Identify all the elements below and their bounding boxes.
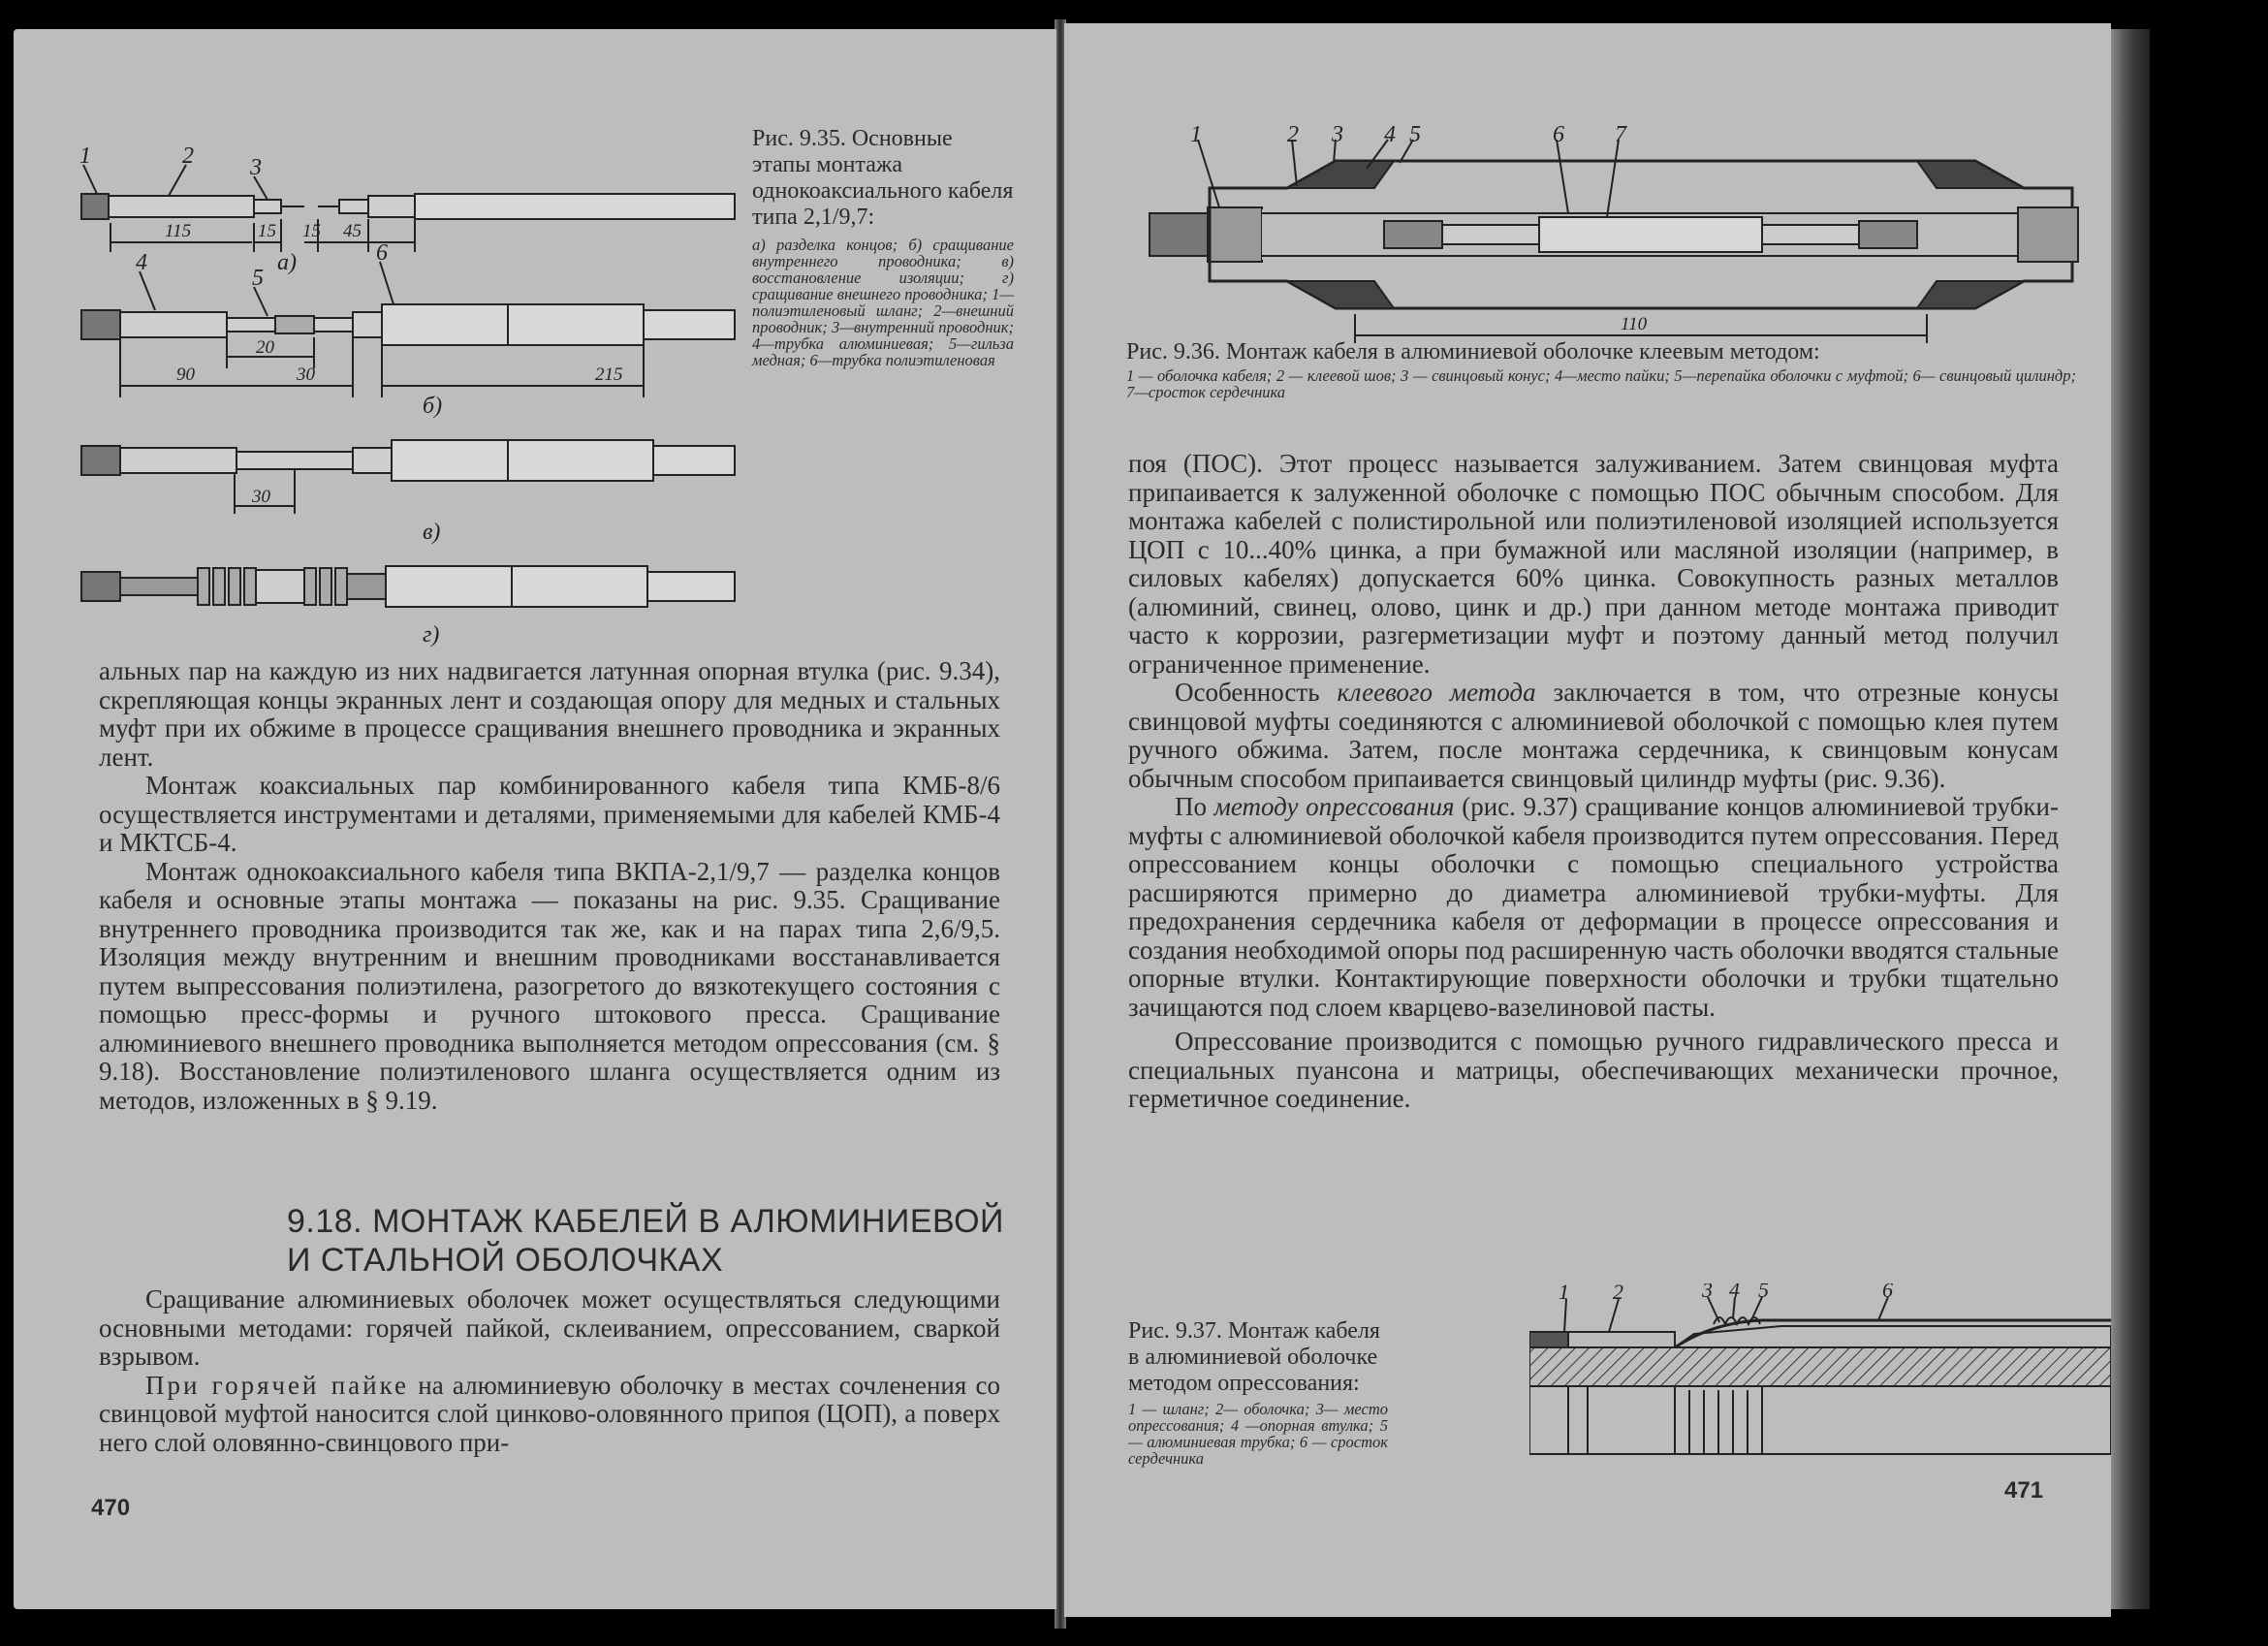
fig935-stage-v: в)	[423, 520, 441, 545]
paragraph-pressing: Опрессование производится с помощью ручного гидравлического пресса и специальных пуансона и матрицы, обеспечивающих механически прочное, герметичное соединение.	[1128, 1027, 2059, 1113]
fig935-dim-215: 215	[595, 364, 623, 385]
right-body-text	[1128, 450, 2059, 1114]
fig935-label-1: 1	[79, 143, 91, 169]
figure-935-legend: а) разделка концов; б) сращивание внутреннего проводника; в) восстановление изоляции; г) сращивание внешнего проводника; 1—полиэтиленовый шланг; 2—внешний проводник; 3—внутренний проводник; 4—трубка алюминиевая; 5—гильза медная; 6—трубка полиэтиленовая	[752, 236, 1014, 369]
fig935-stage-a: а)	[277, 250, 297, 275]
fig935-dim-45: 45	[343, 221, 362, 241]
fig935-label-3: 3	[250, 155, 262, 180]
fig937-label-6: 6	[1882, 1283, 1893, 1302]
fig935-stage-b: б)	[423, 394, 443, 419]
figure-936-legend: 1 — оболочка кабеля; 2 — клеевой шов; 3 — свинцовый конус; 4—место пайки; 5—перепайка оболочки с муфтой; 6— свинцовый цилиндр; 7—сросток сердечника	[1126, 366, 2076, 401]
fig935-dim-15b: 15	[302, 221, 321, 241]
figure-935-drawing	[14, 29, 750, 659]
left-body-text	[99, 657, 1000, 1115]
paragraph-hot-solder	[99, 1372, 1000, 1458]
page-number-left: 470	[91, 1495, 131, 1521]
left-body-text-lower	[99, 1285, 1000, 1457]
figure-937-drawing	[1529, 1283, 2111, 1458]
section-heading-line2: И СТАЛЬНОЙ ОБОЛОЧКАХ	[287, 1242, 724, 1279]
fig935-dim-30a: 30	[297, 364, 315, 385]
fig935-dim-115: 115	[165, 221, 192, 241]
figure-937-legend: 1 — шланг; 2— оболочка; 3— место опрессования; 4 —опорная втулка; 5 — алюминиевая трубка; 6 — сросток сердечника	[1128, 1400, 1388, 1468]
left-page	[14, 29, 1056, 1609]
figure-936-caption	[1126, 339, 2076, 400]
fig937-label-2: 2	[1613, 1283, 1623, 1304]
term-glue-method: клеевого метода	[1337, 678, 1536, 707]
fig937-label-5: 5	[1758, 1283, 1769, 1302]
fig937-label-1: 1	[1559, 1283, 1569, 1304]
fig935-label-5: 5	[252, 266, 264, 291]
paragraph-methods: Сращивание алюминиевых оболочек может осуществляться следующими основными методами: горячей пайкой, склеиванием, опрессованием, сваркой взрывом.	[99, 1284, 1000, 1371]
section-heading	[287, 1202, 1004, 1280]
paragraph-press-method-start: По	[1175, 792, 1214, 821]
figure-937-title: Рис. 9.37. Монтаж кабеля в алюминиевой оболочке методом опрессования:	[1128, 1318, 1380, 1396]
paragraph-glue-method-rest: заключается в том, что отрезные конусы свинцовой муфты соединяются с алюминиевой оболочкой с помощью клея путем ручного обжима. Затем, после монтажа сердечника, к свинцовым конусам обычным способом припаивается свинцовый цилиндр муфты (рис. 9.36).	[1128, 678, 2059, 793]
fig935-dim-90: 90	[176, 364, 195, 385]
figure-936-title: Рис. 9.36. Монтаж кабеля в алюминиевой оболочке клеевым методом:	[1126, 339, 1820, 364]
fig935-dim-30b: 30	[252, 487, 270, 507]
fig935-label-2: 2	[182, 143, 194, 169]
figure-935-title: Рис. 9.35. Основные этапы монтажа однокоаксиального кабеля типа 2,1/9,7:	[752, 126, 1014, 230]
paragraph-hot-solder-rest: на алюминиевую оболочку в местах сочленения со свинцовой муфтой наносится слой цинково-оловянного припоя (ЦОП), а поверх него слой оловянно-свинцового при-	[99, 1370, 1000, 1457]
fig936-label-7: 7	[1615, 122, 1626, 147]
right-page	[1064, 23, 2111, 1617]
figure-936-drawing	[1142, 120, 2092, 343]
fig935-label-6: 6	[376, 240, 388, 266]
figure-937-caption	[1128, 1318, 1388, 1467]
term-press-method: методу опрессования	[1213, 792, 1455, 821]
book-page-edges	[2111, 29, 2150, 1609]
fig935-label-4: 4	[136, 250, 147, 275]
paragraph-glue-method-start: Особенность	[1175, 678, 1338, 707]
fig935-dim-15a: 15	[258, 221, 276, 241]
paragraph-press-method	[1128, 793, 2059, 1022]
fig936-label-4: 4	[1384, 122, 1396, 147]
paragraph-vkpa: Монтаж однокоаксиального кабеля типа ВКПА-2,1/9,7 — разделка концов кабеля и основные этапы монтажа — показаны на рис. 9.35. Сращивание внутреннего проводника производится так же, как и на парах типа 2,6/9,5. Изоляция между внутренним и внешним проводниками восстанавливается путем выпрессования полиэтилена, разогретого до вязкотекущего состояния с помощью пресс-формы и ручного штокового пресса. Сращивание алюминиевого внешнего проводника выполняется методом опрессования (см. § 9.18). Восстановление полиэтиленового шланга осуществляется одним из методов, изложенных в § 9.19.	[99, 856, 1000, 1115]
fig936-label-2: 2	[1287, 122, 1299, 147]
fig936-label-6: 6	[1553, 122, 1564, 147]
paragraph-glue-method	[1128, 679, 2059, 793]
spaced-term: При горячей пайке	[145, 1370, 410, 1400]
page-number-right: 471	[2004, 1477, 2044, 1504]
paragraph-pos: поя (ПОС). Этот процесс называется залуживанием. Затем свинцовая муфта припаивается к залуженной оболочке с помощью ПОС обычным способом. Для монтажа кабелей с полистирольной или полиэтиленовой изоляцией используется ЦОП с 10...40% цинка, а при бумажной или масляной изоляции (например, в силовых кабелях) допускается 60% цинка. Совокупность разных металлов (алюминий, свинец, олово, цинк и др.) при данном методе монтажа приводит часто к коррозии, разгерметизации муфт и поэтому данный метод получил ограниченное применение.	[1128, 449, 2059, 679]
paragraph-press-method-rest: (рис. 9.37) сращивание концов алюминиевой трубки-муфты с алюминиевой оболочкой кабеля производится путем опрессования. Перед опрессованием концы оболочки с помощью специального устройства расширяются примерно до диаметра алюминиевой трубки-муфты. Для предохранения сердечника кабеля от деформации в процессе опрессования и создания необходимой опоры под расширенную часть оболочки вводятся стальные опорные втулки. Контактирующие поверхности оболочки и трубки тщательно зачищаются под слоем кварцево-вазелиновой пасты.	[1128, 792, 2059, 1022]
figure-935-caption	[752, 126, 1014, 368]
paragraph-kmb: Монтаж коаксиальных пар комбинированного кабеля типа КМБ-8/6 осуществляется инструментами и деталями, применяемыми для кабелей КМБ-4 и МКТСБ-4.	[99, 771, 1000, 857]
fig935-stage-g: г)	[423, 622, 440, 648]
fig936-label-1: 1	[1190, 122, 1202, 147]
section-heading-line1: 9.18. МОНТАЖ КАБЕЛЕЙ В АЛЮМИНИЕВОЙ	[287, 1203, 1004, 1240]
fig935-dim-20: 20	[256, 337, 274, 358]
paragraph-continued: альных пар на каждую из них надвигается латунная опорная втулка (рис. 9.34), скрепляющая концы экранных лент и создающая опору для медных и стальных муфт при их обжиме в процессе сращивания внешнего проводника и экранных лент.	[99, 656, 1000, 772]
fig937-label-3: 3	[1702, 1283, 1713, 1302]
fig936-label-3: 3	[1332, 122, 1343, 147]
fig936-dim-110: 110	[1621, 314, 1648, 334]
fig937-label-4: 4	[1729, 1283, 1740, 1302]
fig936-label-5: 5	[1409, 122, 1421, 147]
